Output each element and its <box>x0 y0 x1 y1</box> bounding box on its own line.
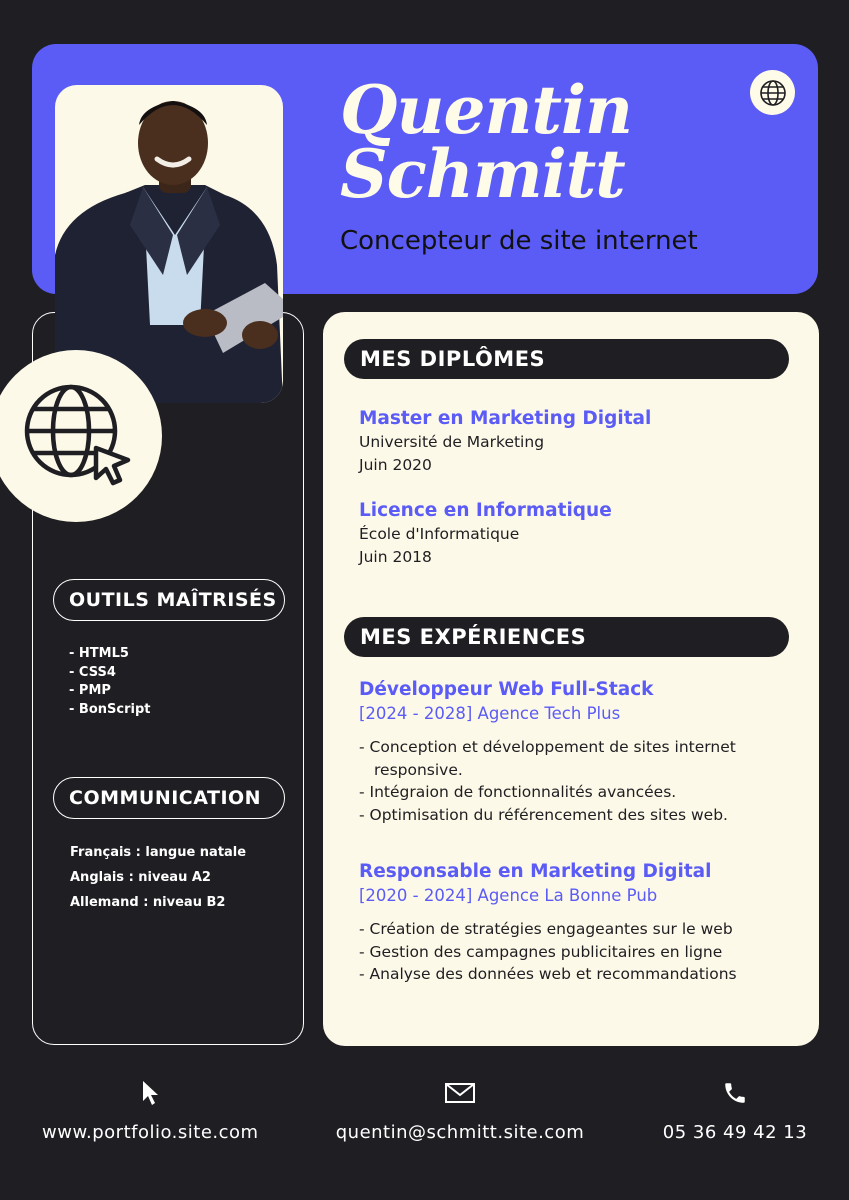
experience-bullets <box>359 918 799 986</box>
list-item: - Analyse des données web et recommandations <box>359 965 737 983</box>
communication-heading: COMMUNICATION <box>53 777 285 819</box>
list-item: - Intégraion de fonctionnalités avancées. <box>359 783 677 801</box>
email-link[interactable]: quentin@schmitt.site.com <box>335 1122 585 1143</box>
list-item: - PMP <box>69 683 111 698</box>
last-name: Schmitt <box>340 135 625 213</box>
tools-heading: OUTILS MAÎTRISÉS <box>53 579 285 621</box>
diplomas-heading: MES DIPLÔMES <box>344 339 789 379</box>
candidate-name <box>340 71 740 213</box>
list-item: - Création de stratégies engageantes sur le web <box>359 920 733 938</box>
footer-phone[interactable] <box>660 1078 810 1143</box>
list-item: responsive. <box>374 760 463 779</box>
tools-list <box>69 645 150 719</box>
languages-list <box>70 840 246 915</box>
diploma-title: Master en Marketing Digital <box>359 408 652 429</box>
list-item: Anglais : niveau A2 <box>70 870 211 885</box>
experience-period: [2024 - 2028] Agence Tech Plus <box>359 704 621 723</box>
diploma-school: Université de Marketing <box>359 433 545 451</box>
cursor-icon <box>42 1078 258 1108</box>
first-name: Quentin <box>340 71 632 149</box>
diploma-date: Juin 2018 <box>359 548 432 566</box>
experience-title: Développeur Web Full-Stack <box>359 679 654 700</box>
list-item: - Conception et développement de sites internet <box>359 738 736 756</box>
globe-icon <box>750 70 795 115</box>
experience-entry <box>359 860 799 986</box>
list-item: - Optimisation du référencement des sites web. <box>359 805 728 824</box>
experience-entry <box>359 678 799 826</box>
diploma-title: Licence en Informatique <box>359 500 612 521</box>
diploma-school: École d'Informatique <box>359 525 520 543</box>
list-item: Français : langue natale <box>70 845 247 860</box>
website-link[interactable]: www.portfolio.site.com <box>42 1122 259 1143</box>
envelope-icon <box>332 1078 588 1108</box>
list-item: Allemand : niveau B2 <box>70 895 226 910</box>
list-item: - HTML5 <box>69 646 129 661</box>
list-item: - BonScript <box>69 701 151 717</box>
phone-number[interactable]: 05 36 49 42 13 <box>662 1122 808 1143</box>
experience-period: [2020 - 2024] Agence La Bonne Pub <box>359 886 658 905</box>
list-item: - Gestion des campagnes publicitaires en ligne <box>359 942 723 961</box>
footer-email[interactable] <box>332 1078 588 1143</box>
job-title: Concepteur de site internet <box>340 226 698 256</box>
experiences-heading: MES EXPÉRIENCES <box>344 617 789 657</box>
phone-icon <box>660 1078 810 1108</box>
diploma-entry <box>359 407 799 477</box>
diploma-date: Juin 2020 <box>359 456 432 474</box>
list-item: - CSS4 <box>69 664 116 680</box>
experience-bullets <box>359 736 799 826</box>
footer-website[interactable] <box>42 1078 258 1143</box>
experience-title: Responsable en Marketing Digital <box>359 861 712 882</box>
diploma-entry <box>359 499 799 569</box>
